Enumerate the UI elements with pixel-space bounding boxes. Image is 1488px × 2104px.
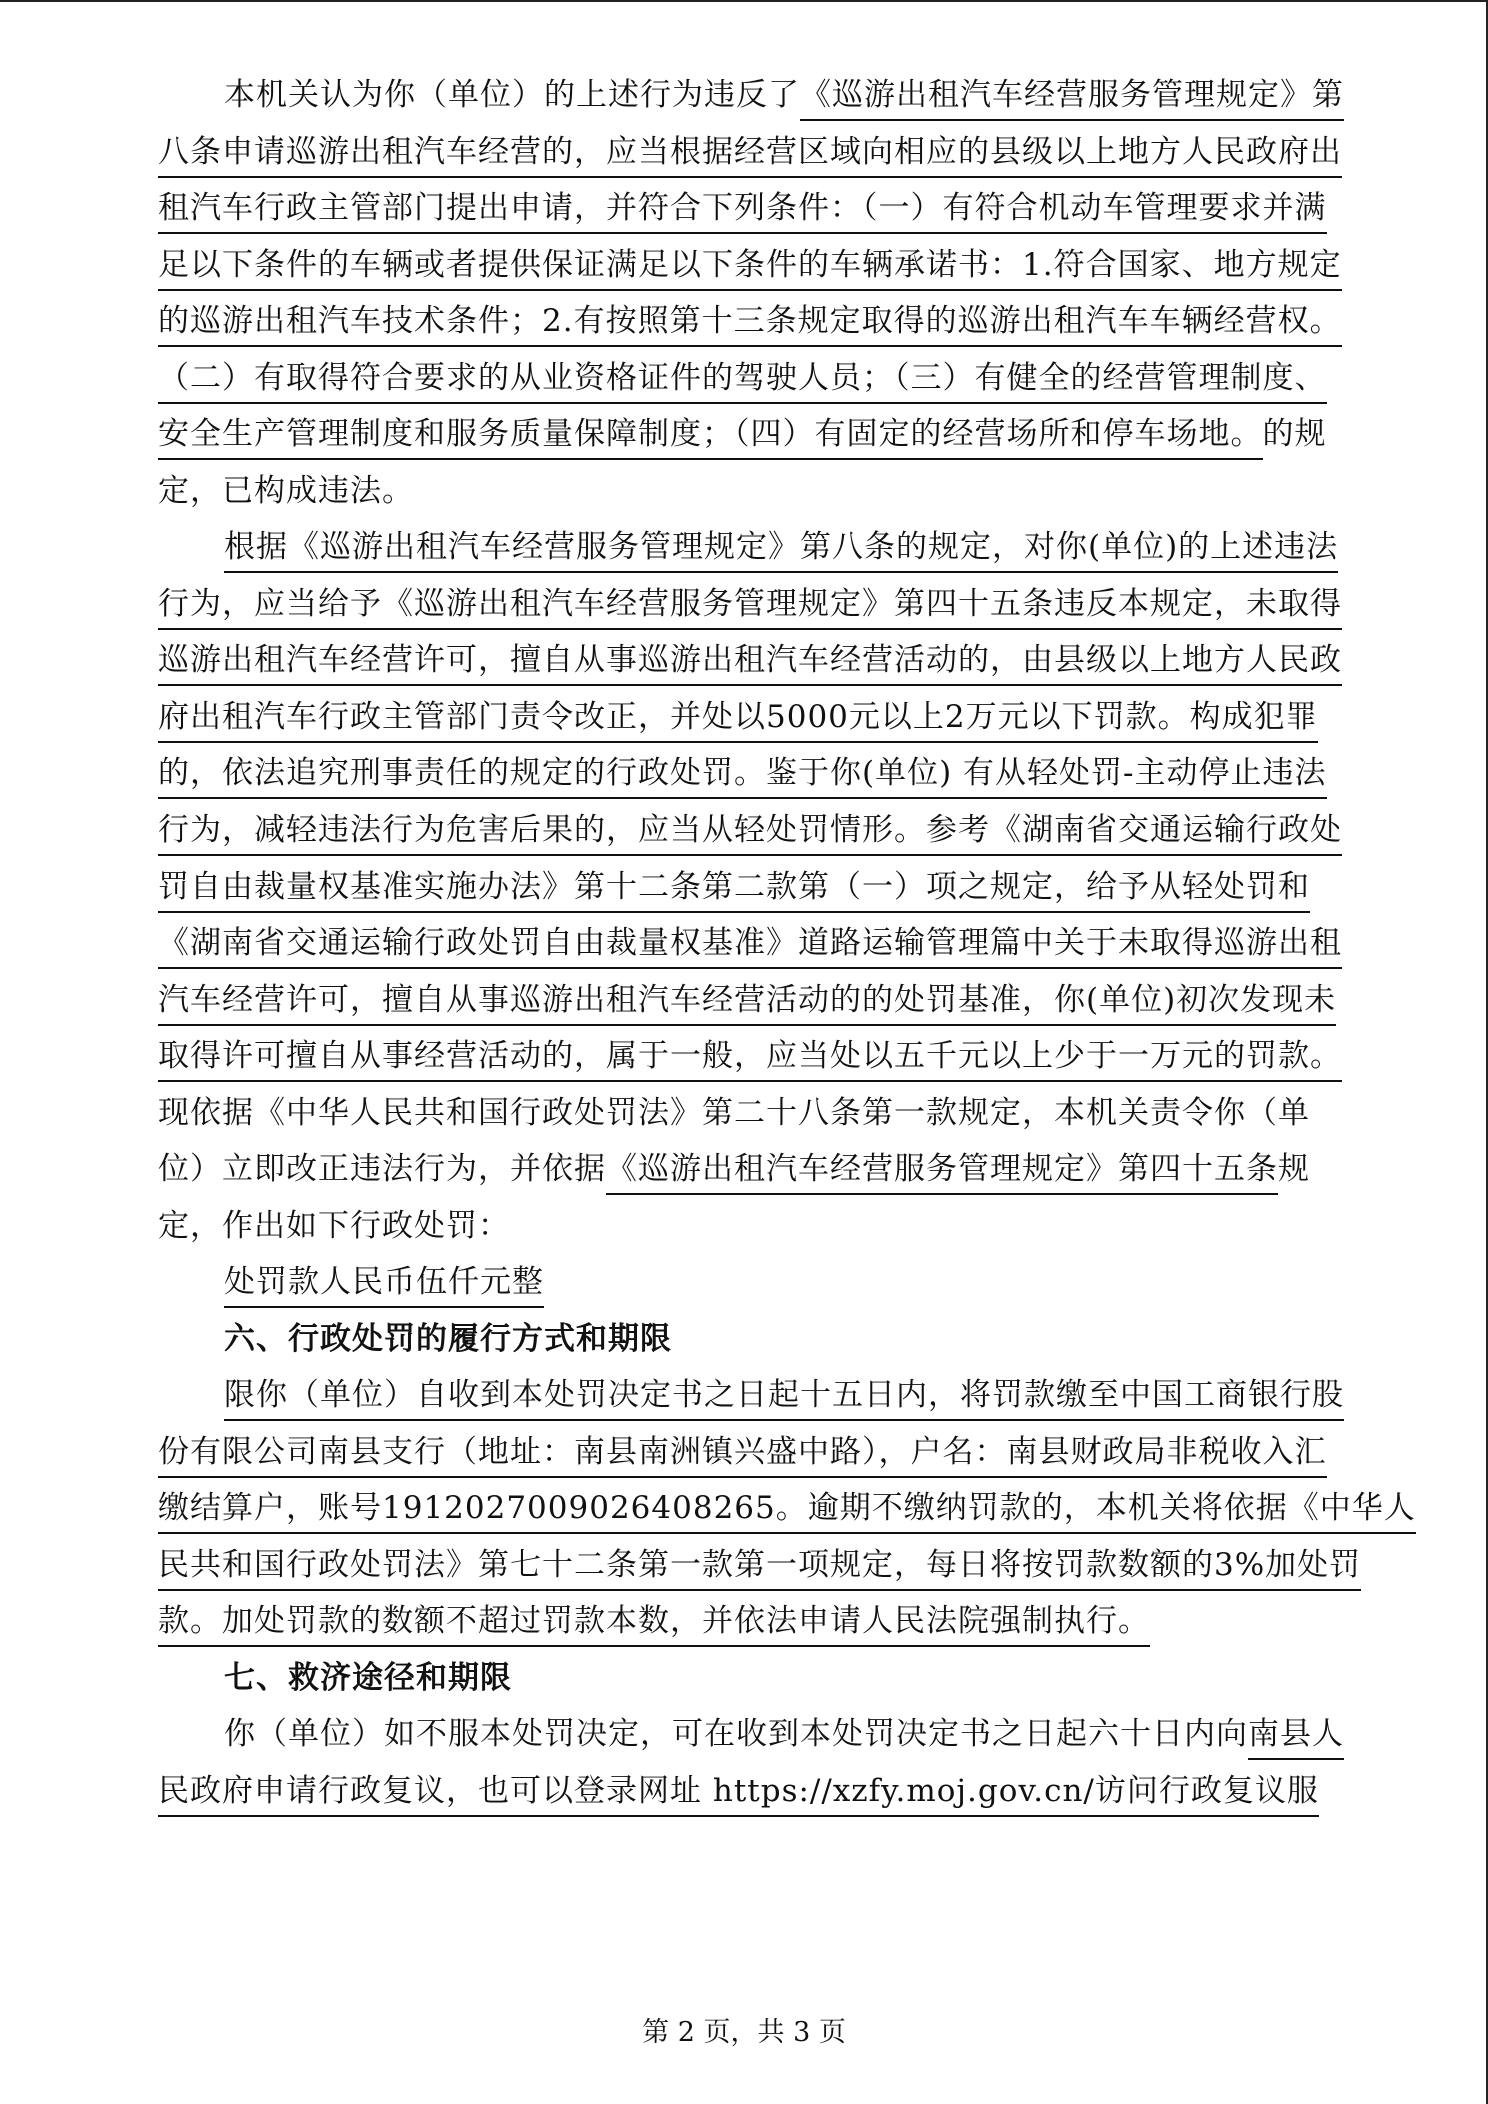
p1-line-3	[158, 190, 1327, 226]
p2-line-5	[158, 755, 1327, 791]
p3-line-2	[158, 1434, 1327, 1470]
p2-line-3	[158, 642, 1342, 678]
p3-underlined-text: 限你（单位）自收到本处罚决定书之日起十五日内，将罚款缴至中国工商银行股	[224, 1377, 1344, 1421]
p1-underlined-text: 足以下条件的车辆或者提供保证满足以下条件的车辆承诺书：1.符合国家、地方规定	[158, 247, 1342, 291]
p4-underlined-text: 民政府申请行政复议，也可以登录网址 https://xzfy.moj.gov.cn/访问行政复议服	[158, 1773, 1319, 1817]
p1-line-5	[158, 303, 1342, 339]
p3-underlined-text: 缴结算户，账号1912027009026408265。逾期不缴纳罚款的，本机关将依据《中华人	[158, 1490, 1416, 1534]
p1-text: 定，已构成违法。	[158, 472, 414, 509]
p2-text: 规	[1278, 1151, 1310, 1188]
p2-line-11	[158, 1095, 1310, 1131]
p1-line-7	[158, 416, 1327, 452]
p1-line-4	[158, 247, 1342, 283]
p1-text: 的规	[1262, 416, 1327, 453]
p4-line-2	[158, 1773, 1319, 1809]
p1-line-2	[158, 134, 1342, 170]
p4-line-1	[224, 1716, 1344, 1752]
p2-underlined-text: 行为，减轻违法行为危害后果的，应当从轻处罚情形。参考《湖南省交通运输行政处	[158, 812, 1342, 856]
p3-line-5	[158, 1603, 1150, 1639]
heading-six: 六、行政处罚的履行方式和期限	[224, 1320, 672, 1357]
p2-text: 位）立即改正违法行为，并依据	[158, 1151, 606, 1188]
p3-line-4	[158, 1547, 1361, 1583]
p1-underlined-text: 《巡游出租汽车经营服务管理规定》第	[800, 77, 1344, 121]
p2-line-7	[158, 869, 1310, 905]
p3-underlined-text: 民共和国行政处罚法》第七十二条第一款第一项规定，每日将按罚款数额的3%加处罚	[158, 1547, 1361, 1591]
p2-underlined-text: 府出租汽车行政主管部门责令改正，并处以5000元以上2万元以下罚款。构成犯罪	[158, 699, 1318, 743]
p4-underlined-text: 南县人	[1248, 1716, 1344, 1760]
p1-line-6	[158, 360, 1327, 396]
p2-underlined-text: 《湖南省交通运输行政处罚自由裁量权基准》道路运输管理篇中关于未取得巡游出租	[158, 925, 1342, 969]
p2-underlined-text: 罚自由裁量权基准实施办法》第十二条第二款第（一）项之规定，给予从轻处罚和	[158, 869, 1310, 913]
p2-line-13	[158, 1208, 510, 1244]
penalty-line	[224, 1264, 544, 1300]
p2-line-4	[158, 699, 1318, 735]
p2-line-1	[224, 529, 1338, 565]
p3-line-1	[224, 1377, 1344, 1413]
p2-line-6	[158, 812, 1342, 848]
p2-line-2	[158, 586, 1342, 622]
p3-underlined-text: 款。加处罚款的数额不超过罚款本数，并依法申请人民法院强制执行。	[158, 1603, 1150, 1647]
p2-underlined-text: 汽车经营许可，擅自从事巡游出租汽车经营活动的的处罚基准，你(单位)初次发现未	[158, 982, 1336, 1026]
p1-line-8	[158, 473, 414, 509]
p1-underlined-text: 租汽车行政主管部门提出申请，并符合下列条件：（一）有符合机动车管理要求并满	[158, 190, 1327, 234]
p2-underlined-text: 根据《巡游出租汽车经营服务管理规定》第八条的规定，对你(单位)的上述违法	[224, 529, 1338, 573]
p2-line-12	[158, 1151, 1310, 1187]
p1-line-1	[224, 77, 1344, 113]
p2-line-10	[158, 1038, 1342, 1074]
p3-underlined-text: 份有限公司南县支行（地址：南县南洲镇兴盛中路），户名：南县财政局非税收入汇	[158, 1434, 1327, 1478]
p1-underlined-text: 八条申请巡游出租汽车经营的，应当根据经营区域向相应的县级以上地方人民政府出	[158, 134, 1342, 178]
p2-underlined-text: 的，依法追究刑事责任的规定的行政处罚。鉴于你(单位) 有从轻处罚-主动停止违法	[158, 755, 1327, 799]
p3-line-3	[158, 1490, 1416, 1526]
p4-text: 你（单位）如不服本处罚决定，可在收到本处罚决定书之日起六十日内向	[224, 1716, 1248, 1753]
p2-text: 定，作出如下行政处罚：	[158, 1207, 510, 1244]
p1-underlined-text: 的巡游出租汽车技术条件；2.有按照第十三条规定取得的巡游出租汽车车辆经营权。	[158, 303, 1342, 347]
p2-underlined-text: 《巡游出租汽车经营服务管理规定》第四十五条	[606, 1151, 1278, 1195]
heading-seven: 七、救济途径和期限	[224, 1659, 512, 1696]
p2-underlined-text: 取得许可擅自从事经营活动的，属于一般，应当处以五千元以上少于一万元的罚款。	[158, 1038, 1342, 1082]
page-number-footer: 第 2 页，共 3 页	[642, 2017, 846, 2048]
p2-underlined-text: 巡游出租汽车经营许可，擅自从事巡游出租汽车经营活动的，由县级以上地方人民政	[158, 642, 1342, 686]
p2-line-9	[158, 982, 1336, 1018]
p2-line-8	[158, 925, 1342, 961]
p1-text: 本机关认为你（单位）的上述行为违反了	[224, 77, 800, 114]
p1-underlined-text: （二）有取得符合要求的从业资格证件的驾驶人员；（三）有健全的经营管理制度、	[158, 360, 1327, 404]
p2-text: 现依据《中华人民共和国行政处罚法》第二十八条第一款规定，本机关责令你（单	[158, 1094, 1310, 1131]
penalty-amount: 处罚款人民币伍仟元整	[224, 1264, 544, 1308]
page-edge-top	[0, 0, 1488, 2]
p1-underlined-text: 安全生产管理制度和服务质量保障制度；（四）有固定的经营场所和停车场地。	[158, 416, 1263, 460]
p2-underlined-text: 行为，应当给予《巡游出租汽车经营服务管理规定》第四十五条违反本规定，未取得	[158, 586, 1342, 630]
